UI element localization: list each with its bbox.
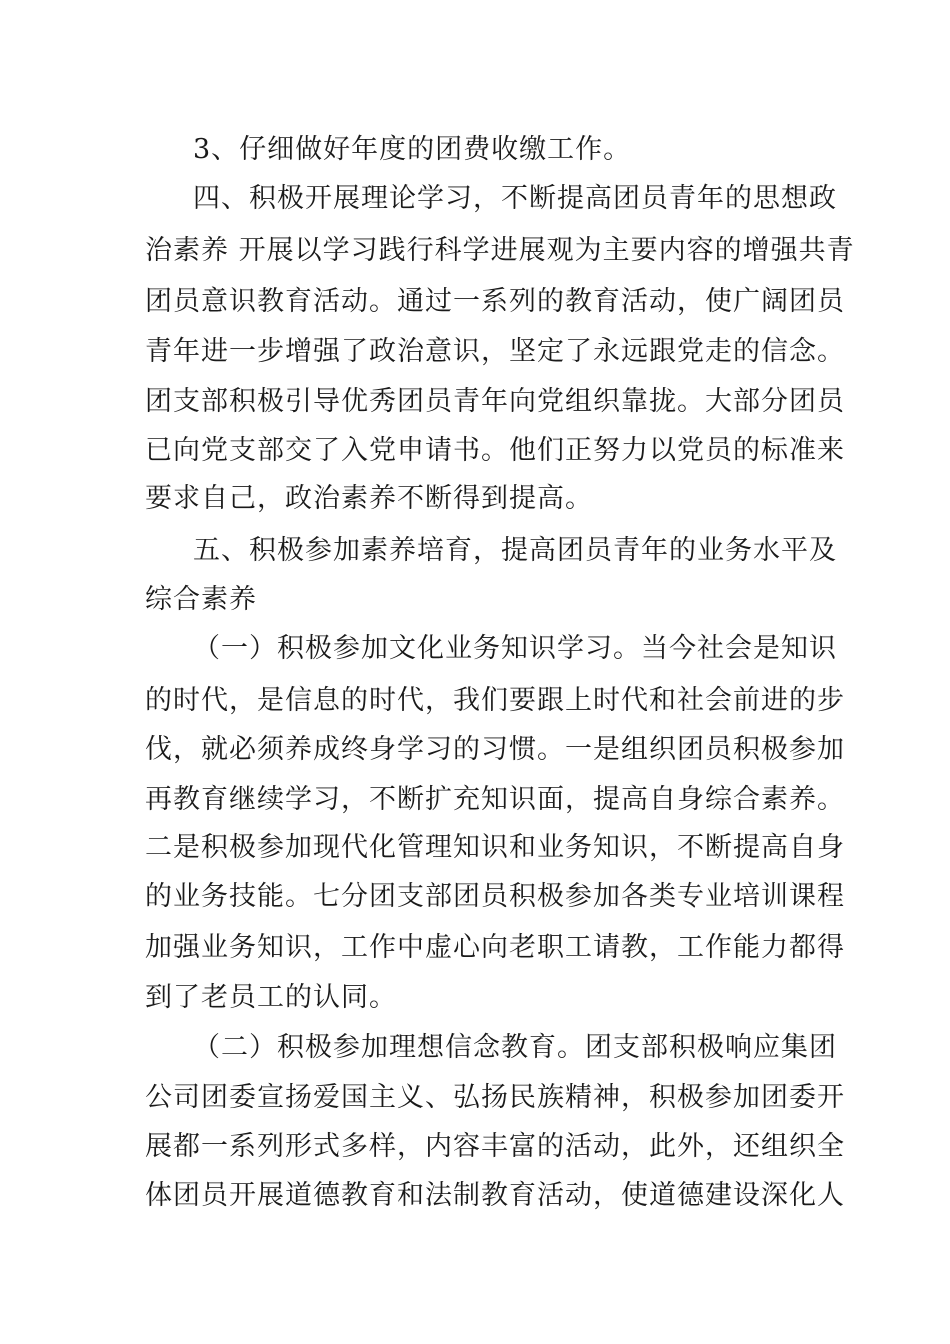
text-line: 展都一系列形式多样，内容丰富的活动，此外，还组织全 [145,1131,845,1162]
text-line: 已向党支部交了入党申请书。他们正努力以党员的标准来 [145,435,845,466]
text-line: 综合素养 [145,584,257,615]
text-line: 的时代，是信息的时代，我们要跟上时代和社会前进的步 [145,685,845,716]
text-line: 再教育继续学习，不断扩充知识面，提高自身综合素养。 [145,784,845,815]
subsection-heading-2: （二）积极参加理想信念教育。团支部积极响应集团 [193,1032,837,1063]
text-line: 公司团委宣扬爱国主义、弘扬民族精神，积极参加团委开 [145,1082,845,1113]
subsection-heading-1: （一）积极参加文化业务知识学习。当今社会是知识 [193,633,837,664]
text-line: 治素养 开展以学习践行科学进展观为主要内容的增强共青 [145,235,855,266]
text-line: 二是积极参加现代化管理知识和业务知识，不断提高自身 [145,832,845,863]
text-line: 到了老员工的认同。 [145,982,397,1013]
text-line: 伐，就必须养成终身学习的习惯。一是组织团员积极参加 [145,734,845,765]
text-line: 体团员开展道德教育和法制教育活动，使道德建设深化人 [145,1180,845,1211]
text-line: 加强业务知识，工作中虚心向老职工请教，工作能力都得 [145,932,845,963]
text-line: 青年进一步增强了政治意识，坚定了永远跟党走的信念。 [145,336,845,367]
section-heading-4: 四、积极开展理论学习，不断提高团员青年的思想政 [193,183,837,214]
text-line: 3、仔细做好年度的团费收缴工作。 [193,134,632,165]
text-line: 团支部积极引导优秀团员青年向党组织靠拢。大部分团员 [145,386,845,417]
text-line: 团员意识教育活动。通过一系列的教育活动，使广阔团员 [145,286,845,317]
section-heading-5: 五、积极参加素养培育，提高团员青年的业务水平及 [193,535,837,566]
text-line: 的业务技能。七分团支部团员积极参加各类专业培训课程 [145,881,845,912]
text-line: 要求自己，政治素养不断得到提高。 [145,483,593,514]
